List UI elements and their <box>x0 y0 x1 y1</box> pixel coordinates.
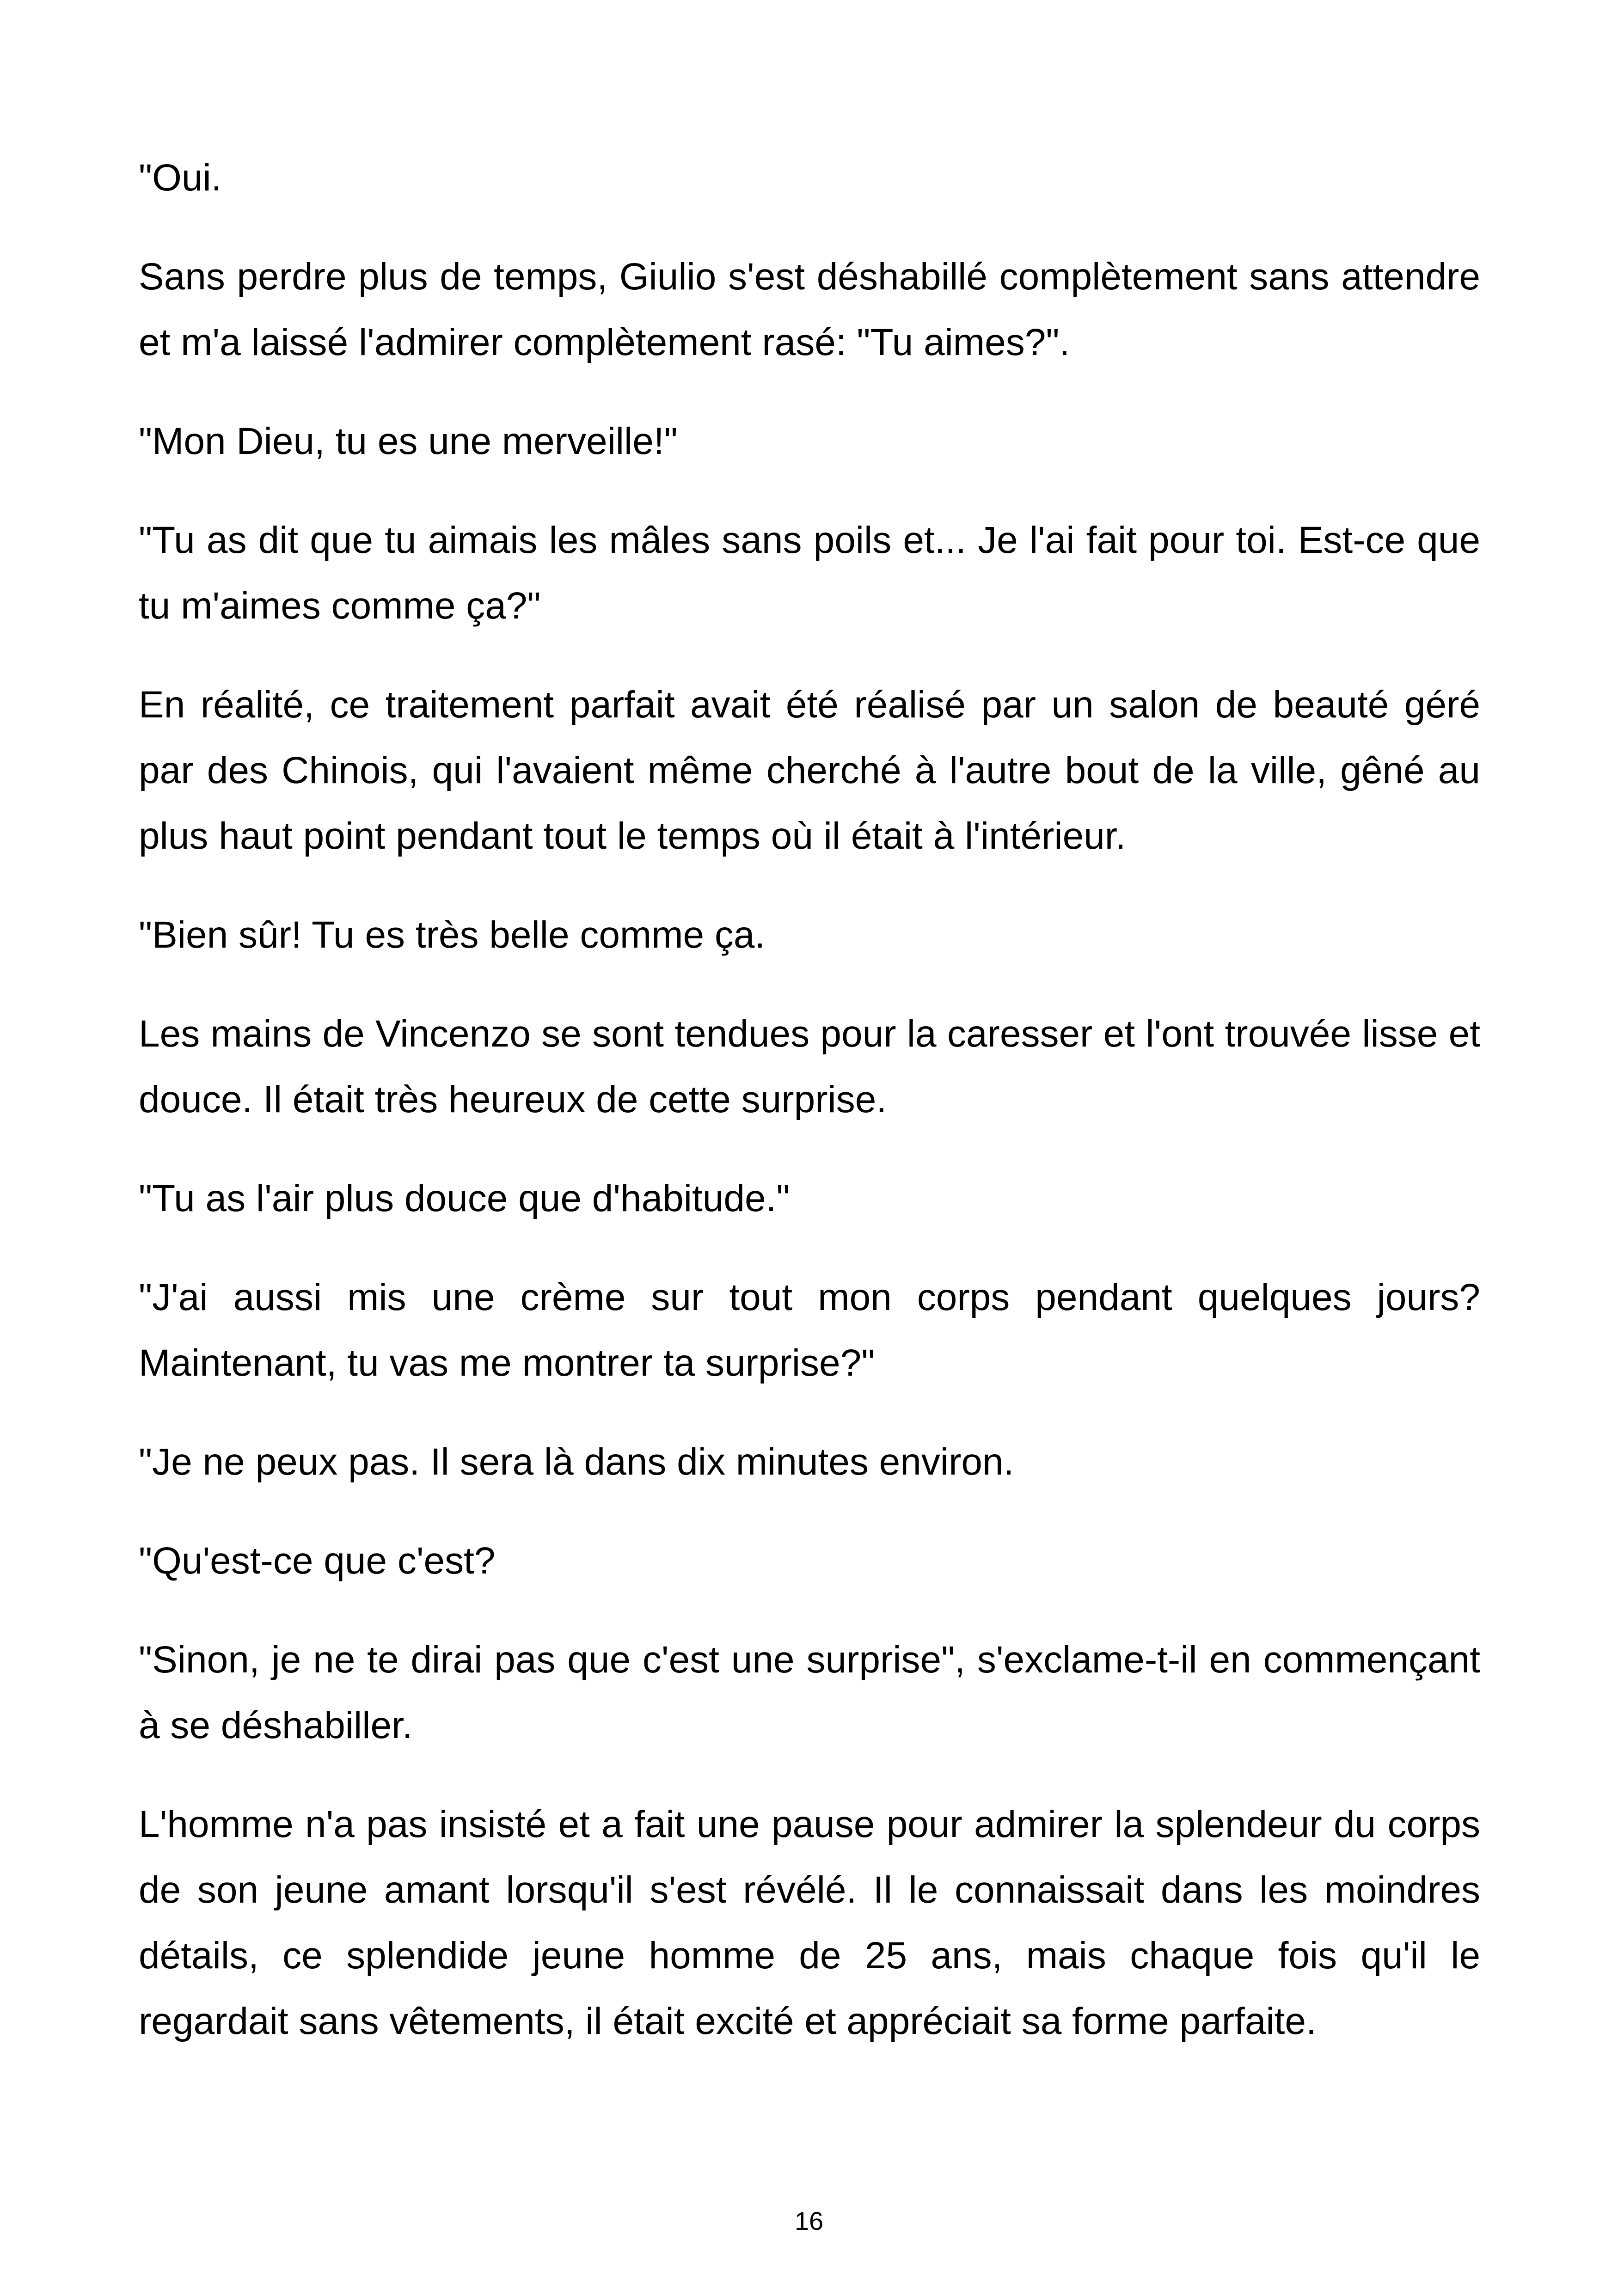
paragraph-9: "J'ai aussi mis une crème sur tout mon corps pendant quelques jours? Maintenant, tu vas me montrer ta surprise?" <box>139 1276 1480 1384</box>
paragraph-2: Sans perdre plus de temps, Giulio s'est déshabillé complètement sans attendre et m'a laissé l'admirer complètement rasé: "Tu aimes?". <box>139 256 1480 363</box>
paragraph-5: En réalité, ce traitement parfait avait été réalisé par un salon de beauté géré par des Chinois, qui l'avaient même cherché à l'autre bout de la ville, gêné au plus haut point pendant tout le temps où il était à l'intérieur. <box>139 684 1480 857</box>
paragraph-8: "Tu as l'air plus douce que d'habitude." <box>139 1177 790 1219</box>
paragraph-1: "Oui. <box>139 157 222 199</box>
paragraph-13: L'homme n'a pas insisté et a fait une pause pour admirer la splendeur du corps de son jeune amant lorsqu'il s'est révélé. Il le connaissait dans les moindres détails, ce splendide jeune homme de 25 ans, mais chaque fois qu'il le regardait sans vêtements, il était excité et appréciait sa forme parfaite. <box>139 1803 1480 2042</box>
page-number: 16 <box>794 2206 824 2235</box>
paragraph-7: Les mains de Vincenzo se sont tendues pour la caresser et l'ont trouvée lisse et douce. Il était très heureux de cette surprise. <box>139 1013 1480 1120</box>
paragraph-11: "Qu'est-ce que c'est? <box>139 1540 496 1582</box>
paragraph-4: "Tu as dit que tu aimais les mâles sans poils et... Je l'ai fait pour toi. Est-ce que tu m'aimes comme ça?" <box>139 519 1480 627</box>
body-text <box>139 145 1480 2088</box>
paragraph-3: "Mon Dieu, tu es une merveille!" <box>139 420 678 462</box>
paragraph-6: "Bien sûr! Tu es très belle comme ça. <box>139 914 766 956</box>
paragraph-10: "Je ne peux pas. Il sera là dans dix minutes environ. <box>139 1441 1014 1483</box>
paragraph-12: "Sinon, je ne te dirai pas que c'est une surprise", s'exclame-t-il en commençant à se déshabiller. <box>139 1639 1480 1746</box>
